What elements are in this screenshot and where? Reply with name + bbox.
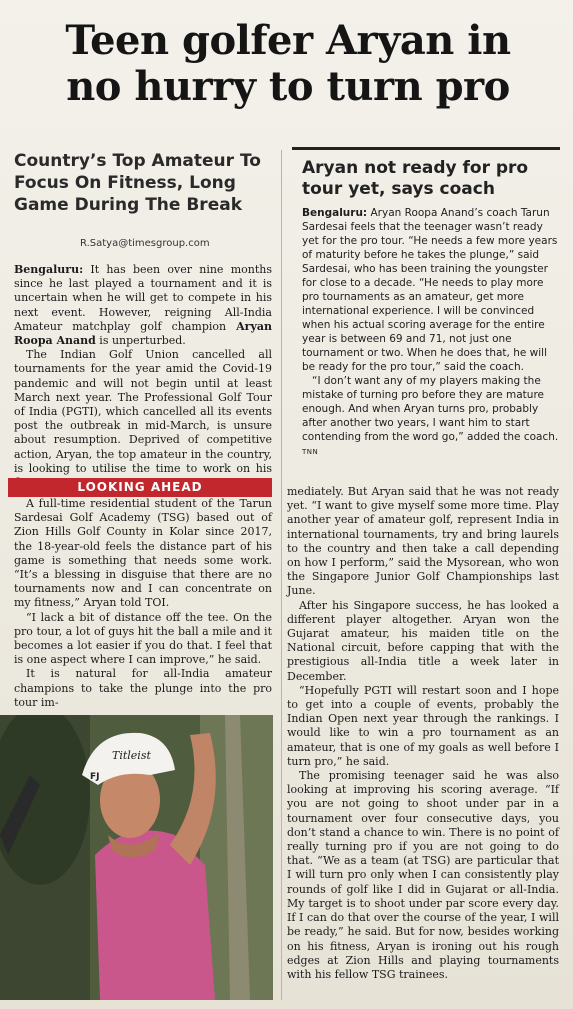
sidebar-body [302, 206, 560, 459]
section-banner: LOOKING AHEAD [8, 478, 272, 497]
sidebar-paragraph-1 [302, 206, 560, 374]
article-paragraph-2: The Indian Golf Union cancelled all tournaments for the year amid the Covid-19 pandemic and will not begin until at least March next year. The Professional Golf Tour of India (PGTI), which cancelled all its events post the outbreak in mid-March, is unsure about resumption. Deprived of competitive action, Aryan, the top amateur in the country, is looking to utilise the time to work on his [14, 348, 272, 475]
article-paragraph-7: After his Singapore success, he has looked a different player altogether. Aryan won the Gujarat amateur, his maiden title on the National circuit, before capping that with the prestigious all-India title a week later in December. [287, 598, 559, 683]
article-column-1 [14, 263, 272, 490]
sidebar-paragraph-2-text: “I don’t want any of my players making the mistake of turning pro before they are mature enough. And when Aryan turns pro, probably after another two years, I want him to start contending from the word go,” added the coach. [302, 375, 559, 443]
subheadline-line-2: Focus On Fitness, Long [14, 173, 236, 193]
player-name: Aryan Roopa Anand [14, 319, 272, 348]
article-dateline: Bengaluru: [14, 263, 84, 276]
sidebar-paragraph-1-text: Aryan Roopa Anand’s coach Tarun Sardesai feels that the teenager wasn’t ready yet for the pro tour. “He needs a few more years of maturity before he takes the plunge,” said Sardesai, who has been training the youngster for close to a decade. “He needs to play more pro tournaments as an amateur, get more international experience. I will be convinced when his actual scoring average for the entire year is between 69 and 71, not just one tournament or two. When he does that, he will be ready for the pro tour,” said the coach. [302, 207, 558, 373]
article-column-3 [287, 485, 559, 982]
byline: R.Satya@timesgroup.com [80, 238, 210, 249]
article-paragraph-3: A full-time residential student of the Tarun Sardesai Golf Academy (TSG) based out of Zion Hills Golf County in Kolar since 2017, the 18-year-old feels the distance part of his game is something that needs some work. “It’s a blessing in disguise that there are no tournaments now and I can concentrate on my fitness,” Aryan told TOI. [14, 497, 272, 610]
sidebar-title: Aryan not ready for pro tour yet, says coach [302, 158, 529, 199]
subheadline [14, 150, 279, 216]
article-paragraph-1-text: It has been over nine months since he last played a tournament and it is uncertain when he will get to compete in his next event. However, reigning All-India Amateur matchplay golf champion [14, 263, 272, 333]
golfer-photo [0, 715, 273, 1000]
article-column-2 [14, 497, 272, 710]
article-paragraph-5: It is natural for all-India amateur champions to take the plunge into the pro tour im- [14, 667, 272, 709]
cap-side-logo: FJ [90, 772, 100, 782]
subheadline-line-3: Game During The Break [14, 195, 242, 215]
golfer-photo-illustration [0, 715, 273, 1000]
article-paragraph-4: “I lack a bit of distance off the tee. On the pro tour, a lot of guys hit the ball a mile and it becomes a lot easier if you do that. I feel that is one aspect where I can improve,” he said. [14, 610, 272, 667]
article-paragraph-8: “Hopefully PGTI will restart soon and I hope to get into a couple of events, probably the Indian Open next year through the rankings. I would like to win a pro tournament as an amateur, that is one of my goals as well before I turn pro,” he said. [287, 683, 559, 768]
article-paragraph-9: The promising teenager said he was also looking at improving his scoring average. “If you are not going to shoot under par in a tournament over four consecutive days, you don’t stand a chance to win. There is no point of really turning pro if you are not going to do that. “We as a team (at TSG) are particular that I will turn pro only when I can consistently play rounds of golf like I did in Gujarat or all-India. My target is to shoot under par score every day. If I can do that over the course of the year, I will be ready,” he said. But for now, besides working on his fitness, Aryan is ironing out his rough edges at Zion Hills and playing tournaments with his fellow TSG trainees. [287, 769, 559, 981]
column-divider [281, 150, 282, 1000]
subheadline-line-1: Country’s Top Amateur To [14, 151, 261, 171]
cap-logo: Titleist [112, 749, 151, 762]
sidebar-story [292, 147, 560, 459]
headline [28, 18, 548, 110]
article-paragraph-1-end: is unperturbed. [95, 334, 186, 348]
article-paragraph-1 [14, 263, 272, 348]
sidebar-dateline: Bengaluru: [302, 207, 368, 219]
headline-line-2: no hurry to turn pro [66, 63, 510, 110]
agency-tag: TNN [302, 448, 319, 456]
article-paragraph-6: mediately. But Aryan said that he was not ready yet. “I want to give myself some more time. Play another year of amateur golf, represent India in international tournaments, try and bring laurels to the country and then take a call depending on how I perform,” said the Mysorean, who won the Singapore Junior Golf Championships last June. [287, 485, 559, 598]
headline-line-1: Teen golfer Aryan in [65, 17, 511, 64]
sidebar-paragraph-2 [302, 374, 560, 459]
